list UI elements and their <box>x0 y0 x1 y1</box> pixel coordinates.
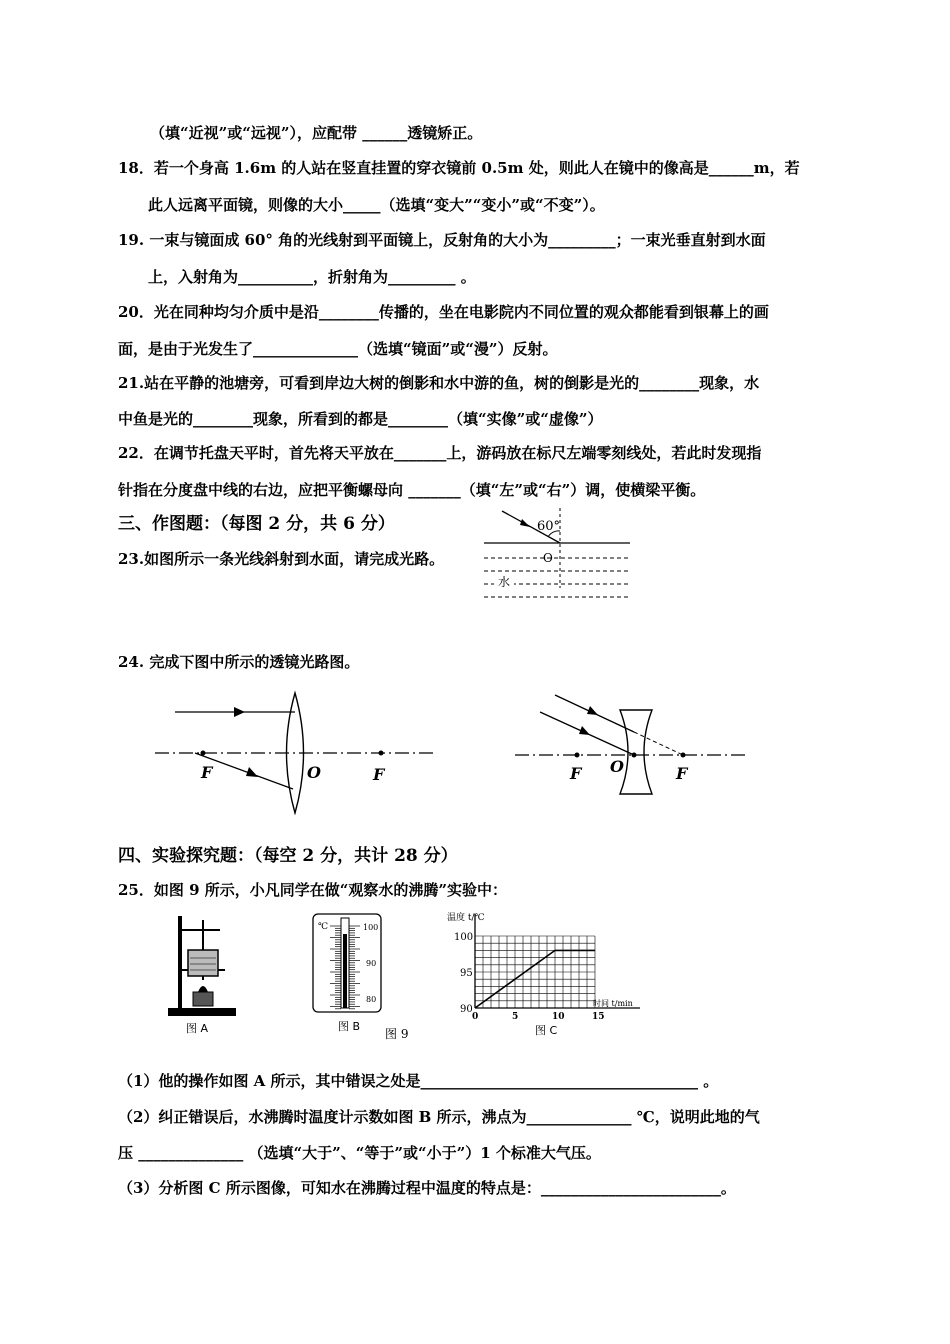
ray-arrowhead <box>579 726 590 735</box>
figure-b-thermometer <box>310 912 385 1034</box>
q19-line-2: 上，入射角为__________，折射角为_________ 。 <box>148 268 476 286</box>
focus-label-right: F <box>676 764 688 783</box>
focus-label-right: F <box>373 765 385 784</box>
q22-line-1: 22．在调节托盘天平时，首先将天平放在_______上，游码放在标尺左端零刻线处，若此时发现指 <box>118 444 762 462</box>
focus-label-left: F <box>570 764 582 783</box>
q20-line-1: 20．光在同种均匀介质中是沿________传播的，坐在电影院内不同位置的观众都能看到银幕上的画 <box>118 303 769 321</box>
caption-a: 图 A <box>186 1022 209 1035</box>
caption-c: 图 C <box>535 1024 558 1037</box>
ray-arrowhead <box>234 707 245 717</box>
y-axis-label: 温度 t/℃ <box>447 913 485 923</box>
lamp-flame <box>198 986 208 992</box>
focus-point-right <box>681 753 686 758</box>
x-axis-label: 时间 t/min <box>593 999 633 1008</box>
beaker <box>188 950 218 976</box>
figure-c-chart <box>445 908 660 1038</box>
section-3-heading: 三、作图题：（每图 2 分，共 6 分） <box>118 514 395 534</box>
q25-part-3: （3）分析图 C 所示图像，可知水在沸腾过程中温度的特点是：________________________。 <box>118 1179 736 1197</box>
q25-part-2-line-1: （2）纠正错误后，水沸腾时温度计示数如图 B 所示，沸点为______________ ℃，说明此地的气 <box>118 1108 760 1126</box>
medium-label: 水 <box>498 575 511 589</box>
figure-a-apparatus <box>160 910 250 1035</box>
concave-lens-diagram <box>510 690 750 815</box>
x-tick-label: 15 <box>592 1012 605 1022</box>
focus-point-left <box>201 751 206 756</box>
ray-arrowhead <box>520 519 530 527</box>
x-tick-label: 5 <box>512 1012 519 1022</box>
ray-arrowhead <box>246 767 258 777</box>
focus-point-left <box>575 753 580 758</box>
caption-b: 图 B <box>338 1020 361 1033</box>
ray-extension <box>634 732 683 755</box>
y-tick-label: 100 <box>454 932 474 943</box>
convex-lens-diagram <box>150 690 440 815</box>
q24-text: 24. 完成下图中所示的透镜光路图。 <box>118 653 360 671</box>
q19-line-1: 19. 一束与镜面成 60° 角的光线射到平面镜上，反射角的大小为_________；一束光垂直射到水面 <box>118 231 766 249</box>
x-tick-label: 0 <box>472 1012 479 1022</box>
q21-line-1: 21.站在平静的池塘旁，可看到岸边大树的倒影和水中游的鱼，树的倒影是光的________现象，水 <box>118 374 760 392</box>
tick-label-80: 80 <box>366 995 377 1004</box>
optical-center-label: O <box>307 763 321 782</box>
optical-center-point <box>632 753 637 758</box>
y-tick-label: 95 <box>460 968 473 979</box>
tick-label-100: 100 <box>363 923 379 932</box>
point-o-label: O <box>543 551 553 565</box>
concave-lens <box>620 710 652 794</box>
section-4-heading: 四、实验探究题：（每空 2 分，共计 28 分） <box>118 846 458 866</box>
q25-part-2-line-2: 压 ______________ （选填“大于”、“等于”或“小于”）1 个标准大气压。 <box>118 1144 601 1162</box>
liquid-column <box>343 934 347 1008</box>
focus-point-right <box>379 751 384 756</box>
q23-text: 23.如图所示一条光线斜射到水面，请完成光路。 <box>118 550 445 568</box>
ray-arrowhead <box>587 706 598 715</box>
chart-grid <box>475 936 595 1008</box>
focus-label-left: F <box>201 763 213 782</box>
alcohol-lamp <box>193 992 213 1006</box>
optical-center-label: O <box>610 757 624 776</box>
angle-label: 60° <box>537 519 561 534</box>
q25-text: 25．如图 9 所示，小凡同学在做“观察水的沸腾”实验中： <box>118 881 508 899</box>
x-tick-label: 10 <box>552 1012 565 1022</box>
q20-line-2: 面，是由于光发生了______________（选填“镜面”或“漫”）反射。 <box>118 340 558 358</box>
q17-tail-line: （填“近视”或“远视”），应配带 ______透镜矫正。 <box>150 124 483 142</box>
tick-label-90: 90 <box>366 959 377 968</box>
water-refraction-diagram <box>480 506 635 606</box>
q18-line-2: 此人远离平面镜，则像的大小_____（选填“变大”“变小”或“不变”）。 <box>148 196 605 214</box>
q21-line-2: 中鱼是光的________现象，所看到的都是________（填“实像”或“虚像”） <box>118 410 603 428</box>
figure-9-caption: 图 9 <box>385 1027 409 1041</box>
thermometer-unit: ℃ <box>318 922 329 932</box>
y-tick-label: 90 <box>460 1004 473 1015</box>
q18-line-1: 18．若一个身高 1.6m 的人站在竖直挂置的穿衣镜前 0.5m 处，则此人在镜中的像高是______m，若 <box>118 159 800 177</box>
q22-line-2: 针指在分度盘中线的右边，应把平衡螺母向 _______（填“左”或“右”）调，使横梁平衡。 <box>118 481 706 499</box>
q25-part-1: （1）他的操作如图 A 所示，其中错误之处是_____________________________________ 。 <box>118 1072 719 1090</box>
